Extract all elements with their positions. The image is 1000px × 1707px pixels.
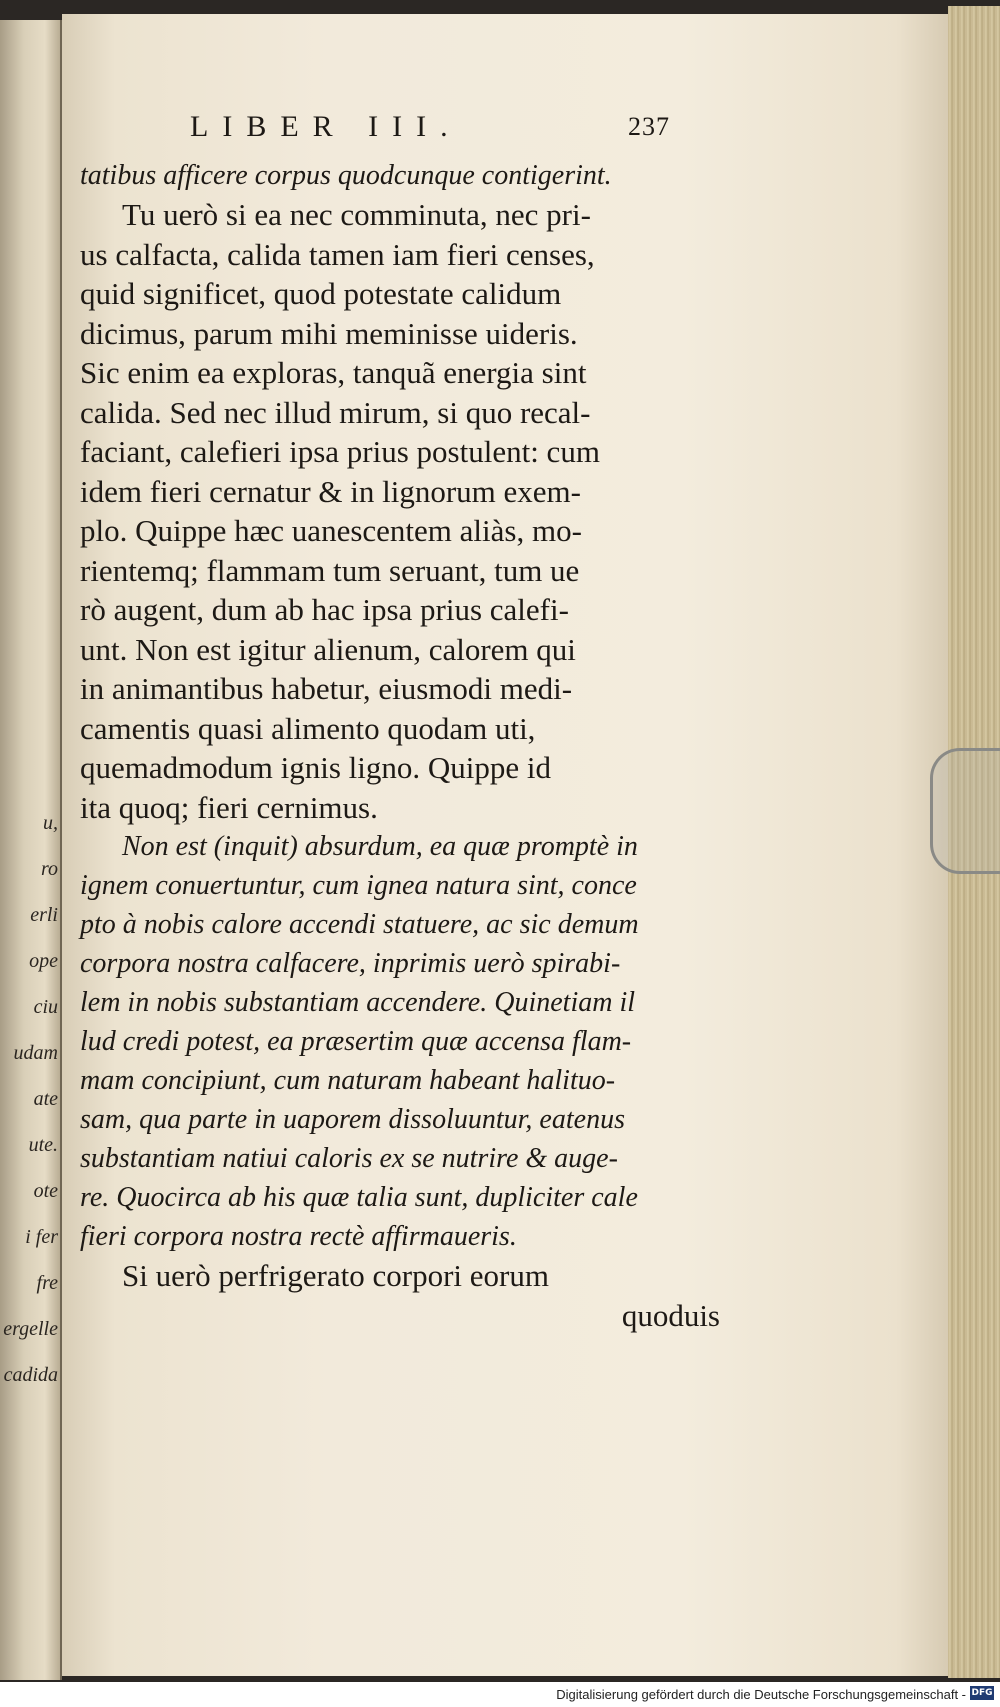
digitization-footer [0,1682,1000,1707]
text-line: rientemq; flammam tum seruant, tum ue [80,552,580,588]
paragraph-2 [80,195,720,827]
funding-credit: Digitalisierung gefördert durch die Deutsche Forschungsgemeinschaft - [556,1687,966,1702]
text-line: dicimus, parum mihi meminisse uideris. [80,315,578,351]
fragment: ate [33,1088,58,1110]
catchword: quoduis [621,1297,720,1333]
text-line: calida. Sed nec illud mirum, si quo recal- [80,394,591,430]
running-header [80,110,720,156]
text-line: lem in nobis substantiam accendere. Quinetiam il [80,987,635,1018]
text-line: Sic enim ea exploras, tanquã energia sint [80,355,587,390]
fragment: erli [30,904,58,926]
text-line: sam, qua parte in uaporem dissoluuntur, eatenus [80,1104,625,1135]
page-text [80,110,720,1336]
fragment: ergelle [3,1318,58,1340]
text-line: Tu uerò si ea nec comminuta, nec pri- [122,197,591,232]
fragment: cadida [3,1364,58,1386]
fragment: ciu [33,996,58,1018]
text-line: re. Quocirca ab his quæ talia sunt, dupliciter cale [80,1182,638,1213]
text-line: faciant, calefieri ipsa prius postulent: cum [80,434,600,469]
fragment: ro [40,858,58,880]
text-line: plo. Quippe hæc uanescentem aliàs, mo- [80,513,582,548]
page-number: 237 [628,112,670,141]
paragraph-3 [80,827,720,1256]
text-line: pto à nobis calore accendi statuere, ac sic demum [80,909,639,940]
fragment: ope [29,950,58,972]
paragraph-4 [80,1256,720,1296]
fragment: ote [33,1180,58,1202]
text-line: tatibus afficere corpus quodcunque contigerint. [80,160,612,191]
facing-page-edge [0,20,62,1680]
text-line: quid significet, quod potestate calidum [80,276,562,311]
text-line: rò augent, dum ab hac ipsa prius calefi- [80,592,569,627]
text-line: substantiam natiui caloris ex se nutrire & auge- [80,1143,618,1174]
text-line: camentis quasi alimento quodam uti, [80,710,536,746]
text-line: quemadmodum ignis ligno. Quippe id [80,750,551,785]
text-line: ita quoq; fieri cernimus. [80,789,378,825]
running-title: LIBER III. [190,110,462,143]
fragment: udam [13,1042,58,1064]
text-line: ignem conuertuntur, cum ignea natura sint, conce [80,870,637,901]
text-line: fieri corpora nostra rectè affirmaueris. [80,1221,517,1252]
text-line: unt. Non est igitur alienum, calorem qui [80,631,576,667]
page-clip [930,748,1000,874]
text-line: in animantibus habetur, eiusmodi medi- [80,671,573,706]
facing-page-fragments [2,800,58,1398]
text-line: lud credi potest, ea præsertim quæ accensa flam- [80,1026,632,1057]
text-line: Si uerò perfrigerato corpori eorum [122,1258,549,1293]
text-line: idem fieri cernatur & in lignorum exem- [80,473,581,509]
fragment: u, [43,812,58,834]
dfg-logo: DFG [971,1688,993,1698]
text-line: mam concipiunt, cum naturam habeant halituo- [80,1065,616,1096]
text-line: Non est (inquit) absurdum, ea quæ promptè in [122,831,638,862]
fragment: fre [36,1272,58,1294]
fragment: i fer [25,1226,58,1248]
fragment: ute. [28,1134,58,1156]
text-line: corpora nostra calfacere, inprimis uerò spirabi- [80,948,621,979]
text-line: us calfacta, calida tamen iam fieri censes, [80,236,595,272]
paragraph-1 [80,156,720,195]
